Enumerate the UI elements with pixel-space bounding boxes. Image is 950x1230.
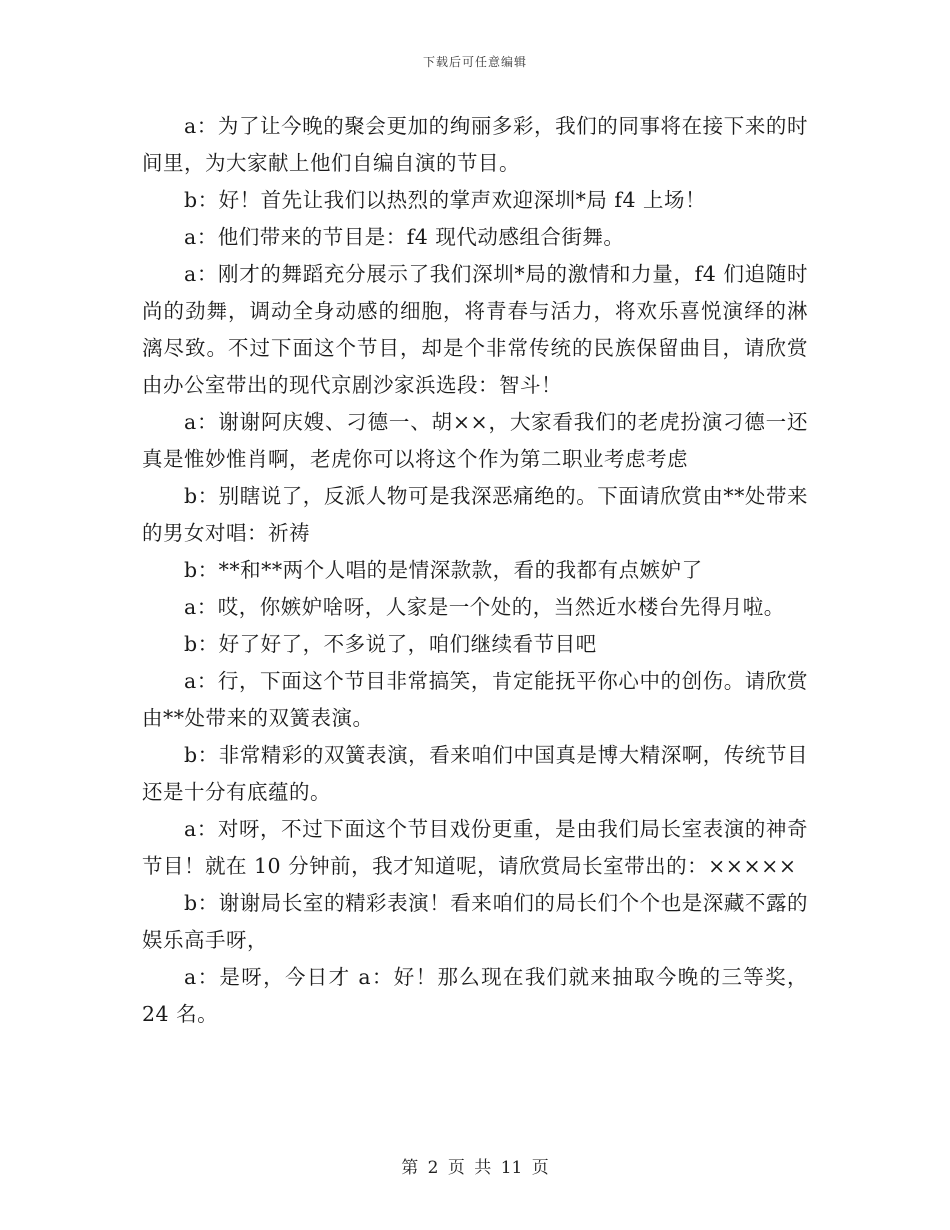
paragraph: b：谢谢局长室的精彩表演！看来咱们的局长们个个也是深藏不露的娱乐高手呀， <box>142 891 808 952</box>
paragraph: a：行，下面这个节目非常搞笑，肯定能抚平你心中的创伤。请欣赏由**处带来的双簧表演。 <box>142 669 808 730</box>
paragraph: b：别瞎说了，反派人物可是我深恶痛绝的。下面请欣赏由**处带来的男女对唱：祈祷 <box>142 484 808 545</box>
paragraph: b：好！首先让我们以热烈的掌声欢迎深圳*局 f4 上场！ <box>184 188 707 212</box>
paragraph: a：哎，你嫉妒啥呀，人家是一个处的，当然近水楼台先得月啦。 <box>184 595 785 619</box>
paragraph: b：非常精彩的双簧表演，看来咱们中国真是博大精深啊，传统节目还是十分有底蕴的。 <box>142 743 808 804</box>
paragraph: a：谢谢阿庆嫂、刁德一、胡××，大家看我们的老虎扮演刁德一还真是惟妙惟肖啊，老虎你可以将这个作为第二职业考虑考虑 <box>142 410 808 471</box>
paragraph: b：**和**两个人唱的是情深款款，看的我都有点嫉妒了 <box>184 558 703 582</box>
document-body <box>142 108 808 1033</box>
paragraph: a：他们带来的节目是：f4 现代动感组合街舞。 <box>184 225 625 249</box>
paragraph: a：刚才的舞蹈充分展示了我们深圳*局的激情和力量，f4 们追随时尚的劲舞，调动全身动感的细胞，将青春与活力，将欢乐喜悦演绎的淋漓尽致。不过下面这个节目，却是个非常传统的民族保留曲目，请欣赏由办公室带出的现代京剧沙家浜选段：智斗！ <box>142 262 808 397</box>
page-header: 下载后可任意编辑 <box>422 55 527 69</box>
page-number-footer: 第 2 页 共 11 页 <box>401 1158 549 1178</box>
paragraph: a：对呀，不过下面这个节目戏份更重，是由我们局长室表演的神奇节目！就在 10 分钟前，我才知道呢，请欣赏局长室带出的：××××× <box>142 817 808 878</box>
paragraph: a：为了让今晚的聚会更加的绚丽多彩，我们的同事将在接下来的时间里，为大家献上他们自编自演的节目。 <box>142 114 808 175</box>
paragraph: a：是呀，今日才 a：好！那么现在我们就来抽取今晚的三等奖，24 名。 <box>142 965 808 1026</box>
paragraph: b：好了好了，不多说了，咱们继续看节目吧 <box>184 632 597 656</box>
